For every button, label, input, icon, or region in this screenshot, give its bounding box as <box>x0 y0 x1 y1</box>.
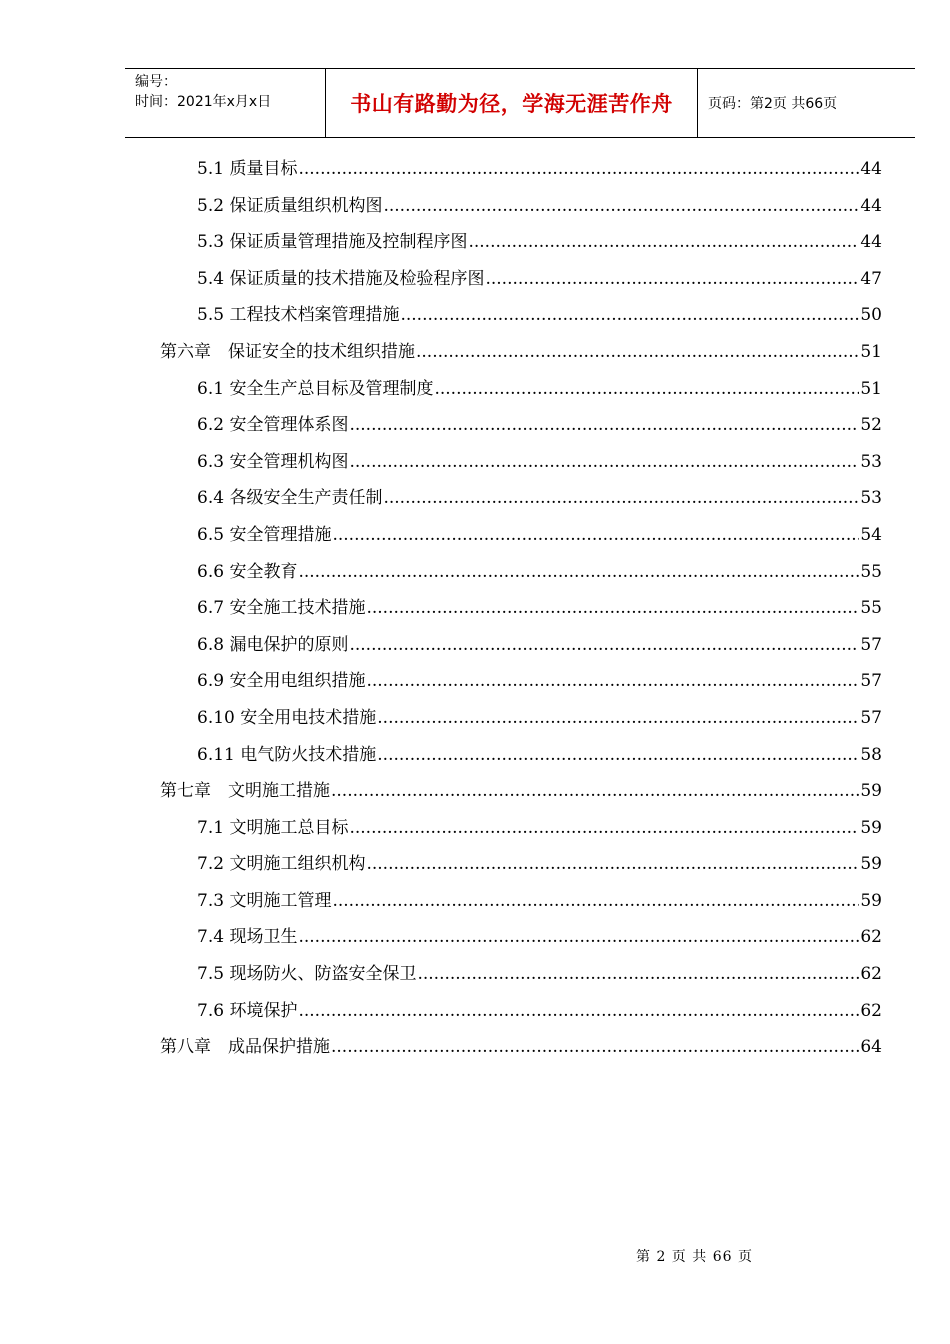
toc-entry-title: 6.2 安全管理体系图 <box>197 415 349 436</box>
toc-dot-leader <box>331 781 859 801</box>
toc-chapter-entry[interactable] <box>160 776 882 813</box>
toc-dot-leader <box>366 854 859 874</box>
toc-entry-page-number: 62 <box>860 964 882 985</box>
toc-section-entry[interactable] <box>160 191 882 228</box>
toc-dot-leader <box>298 927 859 947</box>
toc-entry-page-number: 54 <box>860 524 882 545</box>
page-header <box>125 68 915 138</box>
toc-section-entry[interactable] <box>160 593 882 630</box>
toc-entry-title: 6.5 安全管理措施 <box>197 524 332 545</box>
toc-section-entry[interactable] <box>160 447 882 484</box>
toc-entry-page-number: 59 <box>860 854 882 875</box>
toc-entry-page-number: 57 <box>860 671 882 692</box>
document-number-label: 编号： <box>135 74 177 90</box>
toc-section-entry[interactable] <box>160 374 882 411</box>
toc-entry-page-number: 55 <box>860 561 882 582</box>
toc-entry-title: 5.4 保证质量的技术措施及检验程序图 <box>197 268 485 289</box>
header-meta <box>125 69 326 137</box>
toc-dot-leader <box>400 305 859 325</box>
toc-entry-page-number: 59 <box>860 817 882 838</box>
toc-section-entry[interactable] <box>160 520 882 557</box>
page-footer: 第 2 页 共 66 页 <box>636 1249 753 1265</box>
toc-entry-title: 第八章 成品保护措施 <box>160 1037 330 1058</box>
toc-entry-title: 5.2 保证质量组织机构图 <box>197 195 383 216</box>
toc-entry-page-number: 59 <box>860 781 882 802</box>
toc-section-entry[interactable] <box>160 410 882 447</box>
toc-dot-leader <box>366 598 859 618</box>
toc-entry-page-number: 57 <box>860 707 882 728</box>
toc-entry-page-number: 44 <box>860 195 882 216</box>
toc-dot-leader <box>332 891 859 911</box>
toc-entry-page-number: 58 <box>860 744 882 765</box>
toc-dot-leader <box>377 708 859 728</box>
toc-dot-leader <box>468 232 859 252</box>
toc-dot-leader <box>332 525 859 545</box>
toc-entry-title: 6.4 各级安全生产责任制 <box>197 488 383 509</box>
toc-section-entry[interactable] <box>160 959 882 996</box>
toc-entry-title: 6.10 安全用电技术措施 <box>197 707 377 728</box>
toc-section-entry[interactable] <box>160 630 882 667</box>
toc-dot-leader <box>349 415 859 435</box>
toc-entry-title: 7.5 现场防火、防盗安全保卫 <box>197 964 417 985</box>
toc-entry-title: 第七章 文明施工措施 <box>160 781 330 802</box>
toc-entry-title: 6.6 安全教育 <box>197 561 298 582</box>
toc-entry-title: 5.1 质量目标 <box>197 159 298 179</box>
toc-dot-leader <box>383 196 859 216</box>
toc-entry-page-number: 59 <box>860 890 882 911</box>
toc-entry-page-number: 52 <box>860 415 882 436</box>
toc-dot-leader <box>485 269 859 289</box>
toc-entry-title: 7.3 文明施工管理 <box>197 890 332 911</box>
toc-dot-leader <box>377 745 859 765</box>
toc-entry-title: 7.2 文明施工组织机构 <box>197 854 366 875</box>
toc-section-entry[interactable] <box>160 922 882 959</box>
toc-entry-page-number: 53 <box>860 488 882 509</box>
toc-section-entry[interactable] <box>160 813 882 850</box>
toc-section-entry[interactable] <box>160 300 882 337</box>
document-time-label: 时间：2021年x月x日 <box>135 94 272 110</box>
toc-chapter-entry[interactable] <box>160 337 882 374</box>
toc-section-entry[interactable] <box>160 557 882 594</box>
toc-section-entry[interactable] <box>160 886 882 923</box>
toc-dot-leader <box>298 159 859 179</box>
toc-entry-page-number: 62 <box>860 927 882 948</box>
toc-entry-title: 5.3 保证质量管理措施及控制程序图 <box>197 232 468 253</box>
toc-dot-leader <box>298 1001 859 1021</box>
toc-entry-page-number: 53 <box>860 451 882 472</box>
toc-entry-title: 6.9 安全用电组织措施 <box>197 671 366 692</box>
toc-entry-title: 7.6 环境保护 <box>197 1000 298 1021</box>
toc-entry-page-number: 55 <box>860 598 882 619</box>
toc-entry-page-number: 51 <box>860 378 882 399</box>
toc-entry-page-number: 47 <box>860 268 882 289</box>
toc-dot-leader <box>417 964 859 984</box>
table-of-contents <box>160 154 882 1069</box>
toc-dot-leader <box>298 562 859 582</box>
toc-section-entry[interactable] <box>160 849 882 886</box>
toc-dot-leader <box>349 452 859 472</box>
toc-dot-leader <box>416 342 859 362</box>
toc-entry-title: 6.1 安全生产总目标及管理制度 <box>197 378 434 399</box>
toc-entry-page-number: 44 <box>860 232 882 253</box>
toc-entry-title: 7.4 现场卫生 <box>197 927 298 948</box>
toc-entry-title: 6.11 电气防火技术措施 <box>197 744 377 765</box>
header-page-info: 页码：第2页 共66页 <box>708 96 838 112</box>
header-motto: 书山有路勤为径，学海无涯苦作舟 <box>326 69 698 137</box>
toc-section-entry[interactable] <box>160 154 882 191</box>
toc-dot-leader <box>434 379 859 399</box>
toc-section-entry[interactable] <box>160 666 882 703</box>
toc-entry-page-number: 50 <box>860 305 882 326</box>
toc-entry-page-number: 64 <box>860 1037 882 1058</box>
toc-entry-page-number: 44 <box>860 159 882 179</box>
toc-entry-title: 第六章 保证安全的技术组织措施 <box>160 341 415 362</box>
toc-dot-leader <box>383 488 859 508</box>
toc-entry-title: 6.3 安全管理机构图 <box>197 451 349 472</box>
toc-entry-page-number: 57 <box>860 634 882 655</box>
toc-entry-page-number: 62 <box>860 1000 882 1021</box>
toc-section-entry[interactable] <box>160 703 882 740</box>
toc-entry-page-number: 51 <box>860 341 882 362</box>
toc-section-entry[interactable] <box>160 740 882 777</box>
toc-entry-title: 7.1 文明施工总目标 <box>197 817 349 838</box>
toc-section-entry[interactable] <box>160 264 882 301</box>
toc-dot-leader <box>366 671 859 691</box>
toc-chapter-entry[interactable] <box>160 1032 882 1069</box>
toc-dot-leader <box>331 1037 859 1057</box>
toc-entry-title: 5.5 工程技术档案管理措施 <box>197 305 400 326</box>
toc-dot-leader <box>349 635 859 655</box>
toc-entry-title: 6.7 安全施工技术措施 <box>197 598 366 619</box>
toc-section-entry[interactable] <box>160 996 882 1033</box>
toc-entry-title: 6.8 漏电保护的原则 <box>197 634 349 655</box>
toc-section-entry[interactable] <box>160 483 882 520</box>
toc-dot-leader <box>349 818 859 838</box>
toc-section-entry[interactable] <box>160 227 882 264</box>
